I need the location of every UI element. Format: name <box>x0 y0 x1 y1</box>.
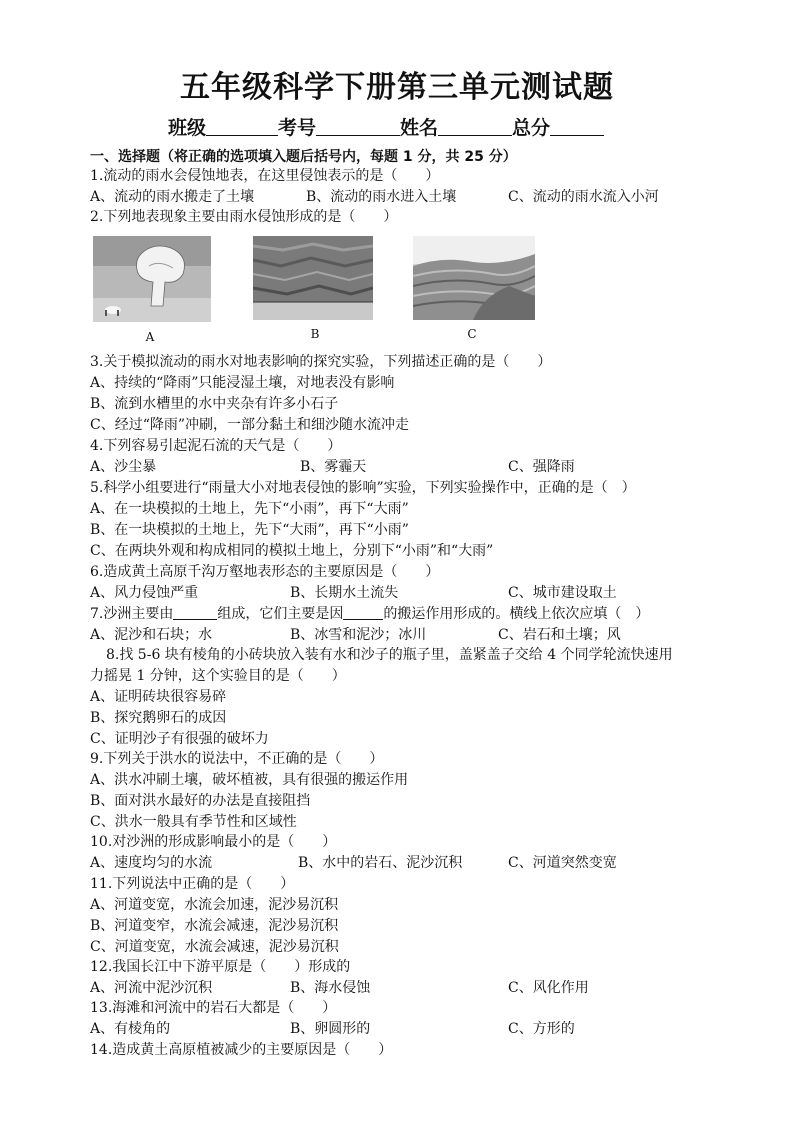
question-stem: 3.关于模拟流动的雨水对地表影响的探究实验，下列描述正确的是（ ） <box>90 354 552 370</box>
option-c: C、在两块外观和构成相同的模拟土地上，分别下“小雨”和“大雨” <box>90 543 494 559</box>
question-stem: 8.找 5-6 块有棱角的小砖块放入装有水和沙子的瓶子里，盖紧盖子交给 4 个同学轮流快速用 <box>106 647 673 663</box>
question-stem: 11.下列说法中正确的是（ ） <box>90 876 295 892</box>
question-stem: 2.下列地表现象主要由雨水侵蚀形成的是（ ） <box>90 209 398 225</box>
option-b: B、冰雪和泥沙；冰川 <box>290 627 427 643</box>
option-c: C、河道突然变宽 <box>508 855 617 871</box>
option-a: A、速度均匀的水流 <box>90 855 213 871</box>
layered-cliff-photo-icon <box>253 236 373 320</box>
option-c: C、流动的雨水流入小河 <box>508 189 659 205</box>
option-b: B、海水侵蚀 <box>290 980 371 996</box>
fill-blank[interactable] <box>343 605 383 620</box>
page-title: 五年级科学下册第三单元测试题 <box>180 70 614 105</box>
option-a: A、流动的雨水搬走了土壤 <box>90 189 255 205</box>
question-text: 的搬运作用形成的。横线上依次应填（ ） <box>383 606 650 622</box>
option-c: C、强降雨 <box>508 459 575 475</box>
option-a: A、泥沙和石块；水 <box>90 627 213 643</box>
student-info-row <box>168 113 688 140</box>
score-blank[interactable] <box>550 117 604 136</box>
option-a: A、有棱角的 <box>90 1021 171 1037</box>
option-c: C、风化作用 <box>508 980 589 996</box>
question-stem: 12.我国长江中下游平原是（ ）形成的 <box>90 959 351 975</box>
option-c: C、岩石和土壤；风 <box>498 627 621 643</box>
option-b: B、水中的岩石、泥沙沉积 <box>298 855 463 871</box>
question-stem: 13.海滩和河流中的岩石大都是（ ） <box>90 1000 337 1016</box>
option-c: C、城市建设取土 <box>508 585 617 601</box>
stratified-rock-photo-icon <box>413 236 535 320</box>
image-caption-c: C <box>467 327 477 341</box>
question-stem: 1.流动的雨水会侵蚀地表，在这里侵蚀表示的是（ ） <box>90 168 440 184</box>
option-a: A、在一块模拟的土地上，先下“小雨”，再下“大雨” <box>90 501 409 517</box>
option-c: C、方形的 <box>508 1021 575 1037</box>
class-blank[interactable] <box>206 117 278 136</box>
option-b: B、卵圆形的 <box>290 1021 371 1037</box>
option-b: B、流动的雨水进入土壤 <box>306 189 457 205</box>
question-stem <box>90 604 649 624</box>
fill-blank[interactable] <box>173 605 217 620</box>
question-stem: 5.科学小组要进行“雨量大小对地表侵蚀的影响”实验，下列实验操作中，正确的是（ ） <box>90 480 636 496</box>
mushroom-rock-photo-icon <box>93 236 211 322</box>
option-b: B、在一块模拟的土地上，先下“大雨”，再下“小雨” <box>90 522 409 538</box>
question-stem: 9.下列关于洪水的说法中，不正确的是（ ） <box>90 751 384 767</box>
name-blank[interactable] <box>438 117 512 136</box>
question-text: 7.沙洲主要由 <box>90 606 174 622</box>
option-b: B、河道变窄，水流会减速，泥沙易沉积 <box>90 918 339 934</box>
option-b: B、流到水槽里的水中夹杂有许多小石子 <box>90 396 339 412</box>
option-c: C、河道变宽，水流会减速，泥沙易沉积 <box>90 939 339 955</box>
option-a: A、持续的“降雨”只能浸湿土壤，对地表没有影响 <box>90 375 395 391</box>
score-label: 总分 <box>512 117 551 139</box>
option-a: A、河道变宽，水流会加速，泥沙易沉积 <box>90 897 339 913</box>
option-a: A、沙尘暴 <box>90 459 157 475</box>
option-a: A、洪水冲刷土壤，破坏植被，具有很强的搬运作用 <box>90 772 409 788</box>
section-heading: 一、选择题（将正确的选项填入题后括号内，每题 1 分，共 25 分） <box>90 149 517 165</box>
question-stem: 10.对沙洲的形成影响最小的是（ ） <box>90 834 337 850</box>
option-a: A、证明砖块很容易碎 <box>90 689 227 705</box>
option-a: A、河流中泥沙沉积 <box>90 980 213 996</box>
number-blank[interactable] <box>316 117 400 136</box>
image-caption-b: B <box>310 327 320 341</box>
option-c: C、证明沙子有很强的破坏力 <box>90 731 269 747</box>
image-caption-a: A <box>145 330 155 344</box>
option-c: C、经过“降雨”冲刷，一部分黏土和细沙随水流冲走 <box>90 417 410 433</box>
option-b: B、雾霾天 <box>300 459 367 475</box>
question-stem: 14.造成黄土高原植被减少的主要原因是（ ） <box>90 1042 393 1058</box>
question-stem: 6.造成黄土高原千沟万壑地表形态的主要原因是（ ） <box>90 564 440 580</box>
option-b: B、探究鹅卵石的成因 <box>90 710 227 726</box>
question-stem: 4.下列容易引起泥石流的天气是（ ） <box>90 438 342 454</box>
option-b: B、长期水土流失 <box>290 585 399 601</box>
option-a: A、风力侵蚀严重 <box>90 585 199 601</box>
question-stem-continued: 力摇晃 1 分钟，这个实验目的是（ ） <box>90 668 346 684</box>
class-label: 班级 <box>168 117 207 139</box>
number-label: 考号 <box>278 117 317 139</box>
name-label: 姓名 <box>400 117 439 139</box>
option-b: B、面对洪水最好的办法是直接阻挡 <box>90 793 311 809</box>
question-text: 组成，它们主要是因 <box>217 606 344 622</box>
option-c: C、洪水一般具有季节性和区域性 <box>90 814 297 830</box>
